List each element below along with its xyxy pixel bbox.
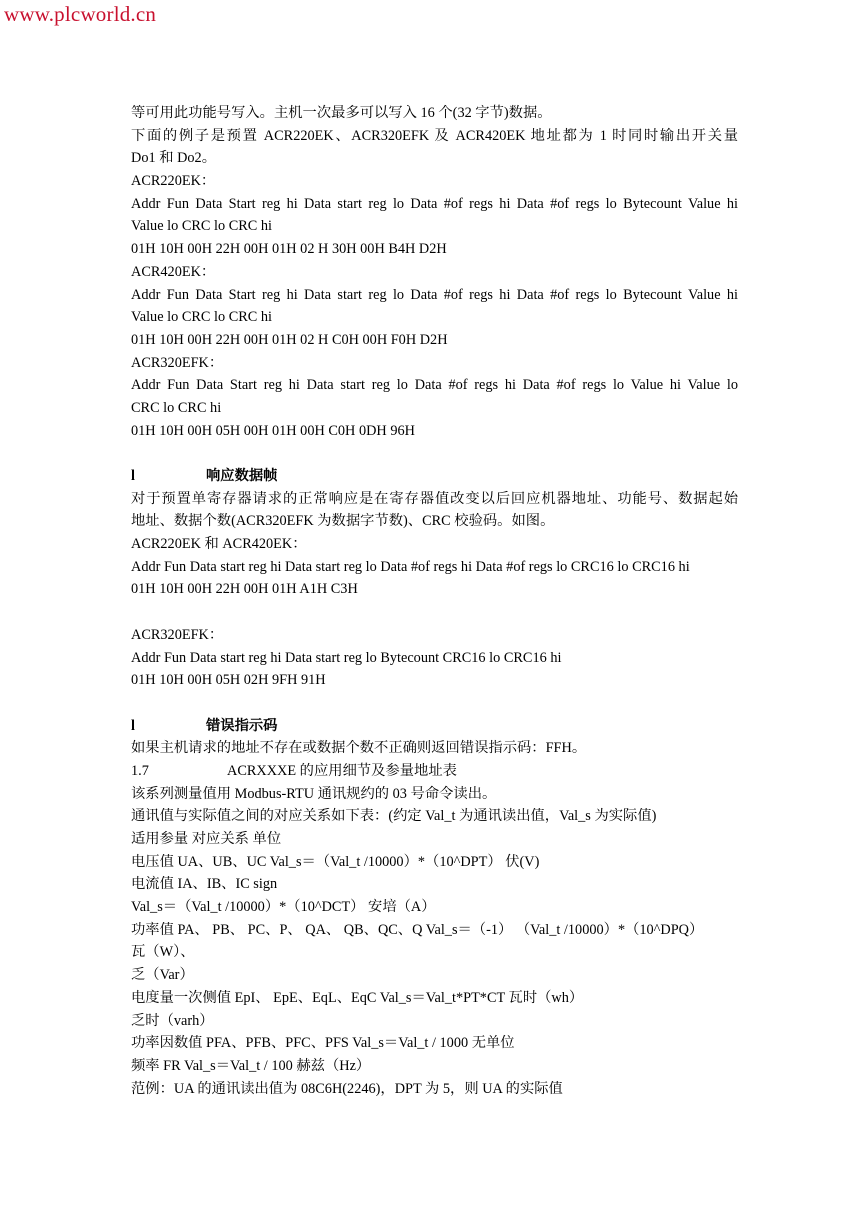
- text-line: 如果主机请求的地址不存在或数据个数不正确则返回错误指示码：FFH。: [131, 740, 587, 757]
- frame-fields-line: Addr Fun Data Start reg hi Data start reg lo Data #of regs hi Data #of regs lo Bytecount Value hi: [131, 286, 738, 303]
- table-row-line: 功率因数值 PFA、PFB、PFC、PFS Val_s＝Val_t / 1000 无单位: [131, 1035, 515, 1052]
- frame-fields-line: CRC lo CRC hi: [131, 399, 222, 416]
- watermark: www.plcworld.cn: [4, 2, 157, 26]
- device-label: ACR220EK：: [131, 173, 216, 190]
- table-row-line: 频率 FR Val_s＝Val_t / 100 赫兹（Hz）: [131, 1057, 371, 1074]
- frame-fields-line: Addr Fun Data Start reg hi Data start reg lo Data #of regs hi Data #of regs lo Value hi Value lo: [131, 377, 738, 394]
- text-line: 该系列测量值用 Modbus-RTU 通讯规约的 03 号命令读出。: [131, 785, 497, 802]
- document-body: [131, 102, 738, 1100]
- table-row-line: Val_s＝（Val_t /10000）*（10^DCT） 安培（A）: [131, 899, 436, 916]
- text-line: Do1 和 Do2。: [131, 150, 216, 167]
- text-line: 地址、数据个数(ACR320EFK 为数据字节数)、CRC 校验码。如图。: [131, 513, 555, 530]
- section-heading-response-frame: [131, 465, 738, 488]
- frame-bytes-line: 01H 10H 00H 22H 00H 01H A1H C3H: [131, 581, 358, 598]
- bullet-marker: l: [131, 468, 135, 484]
- device-label: ACR320EFK：: [131, 354, 224, 371]
- frame-bytes-line: 01H 10H 00H 22H 00H 01H 02 H C0H 00H F0H D2H: [131, 331, 448, 348]
- blank-line: [131, 692, 738, 715]
- section-number: 1.7: [131, 762, 149, 779]
- frame-fields-line: Value lo CRC lo CRC hi: [131, 218, 272, 235]
- blank-line: [131, 601, 738, 624]
- frame-bytes-line: 01H 10H 00H 22H 00H 01H 02 H 30H 00H B4H D2H: [131, 241, 447, 258]
- device-label: ACR320EFK：: [131, 626, 224, 643]
- table-row-line: 电度量一次侧值 EpI、 EpE、EqL、EqC Val_s＝Val_t*PT*CT 瓦时（wh）: [131, 989, 584, 1006]
- device-label: ACR220EK 和 ACR420EK：: [131, 536, 307, 553]
- frame-fields-line: Value lo CRC lo CRC hi: [131, 309, 272, 326]
- table-header-line: 适用参量 对应关系 单位: [131, 831, 282, 847]
- table-row-line: 乏（Var）: [131, 967, 194, 984]
- frame-fields-line: Addr Fun Data Start reg hi Data start reg lo Data #of regs hi Data #of regs lo Bytecount Value hi: [131, 195, 738, 212]
- text-line: 下面的例子是预置 ACR220EK、ACR320EFK 及 ACR420EK 地址都为 1 时同时输出开关量: [131, 127, 738, 144]
- frame-bytes-line: 01H 10H 00H 05H 00H 01H 00H C0H 0DH 96H: [131, 422, 415, 439]
- text-line: 对于预置单寄存器请求的正常响应是在寄存器值改变以后回应机器地址、功能号、数据起始: [131, 490, 738, 507]
- section-heading-error-code: [131, 715, 738, 738]
- frame-fields-line: Addr Fun Data start reg hi Data start reg lo Bytecount CRC16 lo CRC16 hi: [131, 649, 562, 666]
- text-line: 等可用此功能号写入。主机一次最多可以写入 16 个(32 字节)数据。: [131, 105, 552, 121]
- section-heading-1-7: [131, 760, 738, 783]
- table-row-line: 瓦（W）、: [131, 944, 195, 961]
- table-row-line: 功率值 PA、 PB、 PC、P、 QA、 QB、QC、Q Val_s＝（-1） （Val_t /10000）*（10^DPQ）: [131, 921, 704, 938]
- heading-title: 响应数据帧: [206, 468, 278, 484]
- table-row-line: 乏时（varh）: [131, 1012, 214, 1029]
- text-line: 范例：UA 的通讯读出值为 08C6H(2246)，DPT 为 5，则 UA 的实际值: [131, 1080, 563, 1097]
- section-title: ACRXXXE 的应用细节及参量地址表: [227, 762, 457, 779]
- frame-bytes-line: 01H 10H 00H 05H 02H 9FH 91H: [131, 672, 326, 689]
- blank-line: [131, 442, 738, 465]
- frame-fields-line: Addr Fun Data start reg hi Data start reg lo Data #of regs hi Data #of regs lo CRC16 lo CRC16 hi: [131, 558, 690, 575]
- bullet-marker: l: [131, 717, 135, 734]
- table-row-line: 电压值 UA、UB、UC Val_s＝（Val_t /10000）*（10^DPT） 伏(V): [131, 853, 540, 870]
- text-line: 通讯值与实际值之间的对应关系如下表：(约定 Val_t 为通讯读出值，Val_s 为实际值): [131, 808, 657, 825]
- table-row-line: 电流值 IA、IB、IC sign: [131, 876, 278, 893]
- heading-title: 错误指示码: [206, 717, 278, 734]
- device-label: ACR420EK：: [131, 263, 216, 280]
